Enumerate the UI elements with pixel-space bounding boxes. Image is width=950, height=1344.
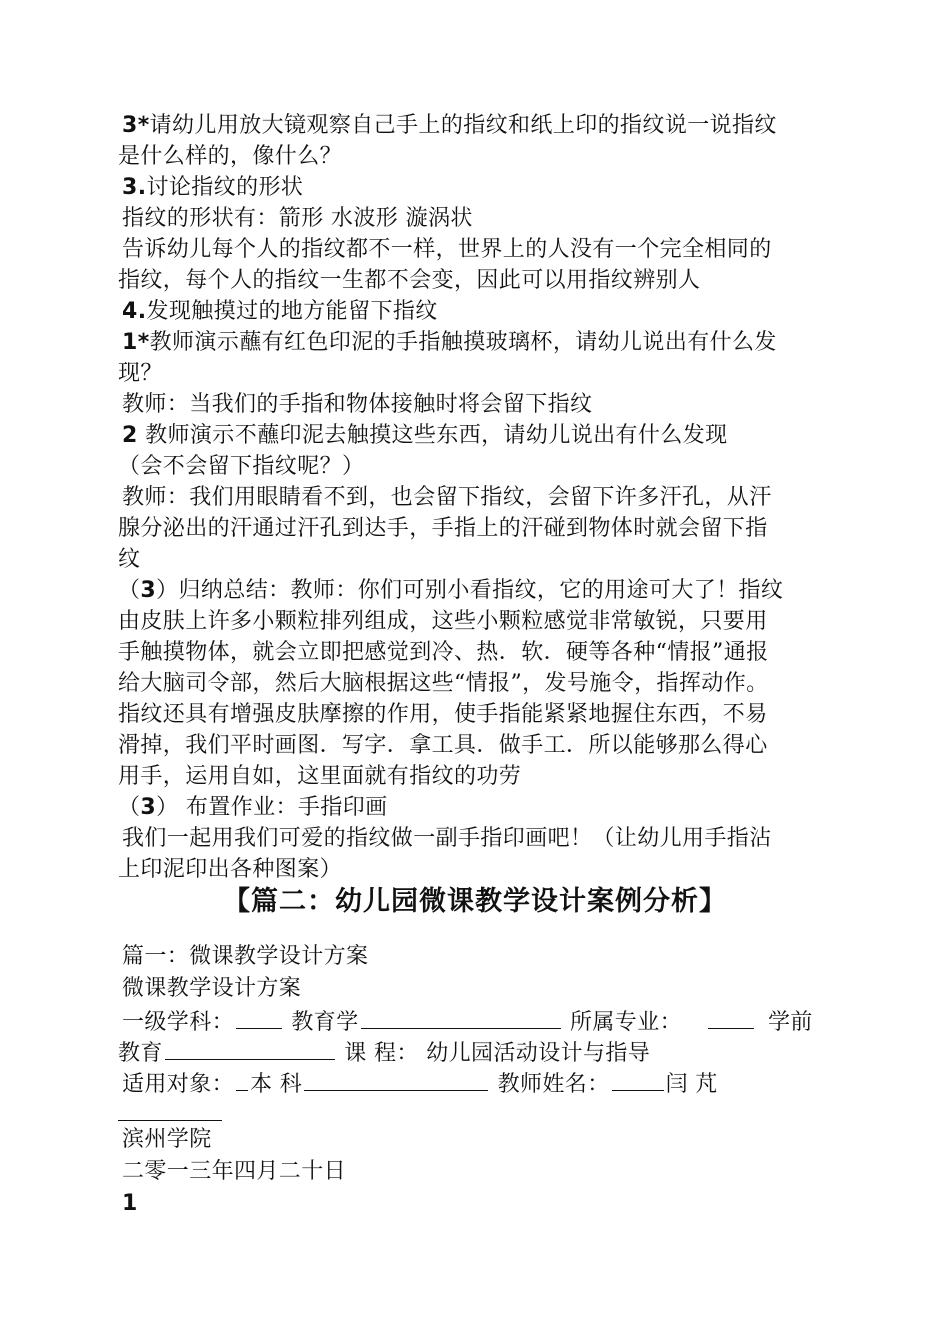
text-line: 是什么样的，像什么？ [118, 144, 343, 169]
text-line: 手触摸物体，就会立即把感觉到冷、热．软．硬等各种“情报”通报 [118, 640, 769, 665]
text-line: 滨州学院 [122, 1127, 212, 1152]
text-line: 现？ [118, 361, 163, 386]
text-line: 1*教师演示蘸有红色印泥的手指触摸玻璃杯，请幼儿说出有什么发 [122, 330, 777, 355]
blank-underline [165, 1037, 335, 1060]
item-number: 3 [140, 795, 157, 820]
text-line: 我们一起用我们可爱的指纹做一副手指印画吧！（让幼儿用手指沾 [122, 826, 772, 851]
text-line: 4.发现触摸过的地方能留下指纹 [122, 299, 438, 324]
form-line-course: 教育 课 程： 幼儿园活动设计与指导 [118, 1037, 650, 1069]
text-line: 教师：当我们的手指和物体接触时将会留下指纹 [122, 392, 593, 417]
text-line: 篇一：微课教学设计方案 [122, 944, 369, 969]
text-line: 指纹的形状有：箭形 水波形 漩涡状 [122, 206, 473, 231]
text-line: 3*请幼儿用放大镜观察自己手上的指纹和纸上印的指纹说一说指纹 [122, 113, 777, 138]
text-line: 二零一三年四月二十日 [122, 1159, 347, 1184]
text-line: 纹 [118, 547, 141, 572]
item-number: 2 [122, 423, 138, 448]
text-line: 给大脑司令部，然后大脑根据这些“情报”，发号施令，指挥动作。 [118, 671, 769, 696]
text-line: 上印泥印出各种图案） [118, 857, 343, 882]
text-line: 指纹还具有增强皮肤摩擦的作用，使手指能紧紧地握住东西，不易 [118, 702, 768, 727]
text-line: 指纹，每个人的指纹一生都不会变，因此可以用指纹辨别人 [118, 268, 701, 293]
text-line: （会不会留下指纹呢？） [118, 454, 365, 479]
text-line: 滑掉，我们平时画图．写字．拿工具．做手工．所以能够那么得心 [118, 733, 768, 758]
blank-underline [236, 1068, 248, 1091]
item-number: 3. [122, 175, 147, 200]
text-line: （3）归纳总结：教师：你们可别小看指纹，它的用途可大了！指纹 [118, 578, 784, 603]
blank-underline [612, 1068, 664, 1091]
text-line: 告诉幼儿每个人的指纹都不一样，世界上的人没有一个完全相同的 [122, 237, 772, 262]
text-line: 腺分泌出的汗通过汗孔到达手，手指上的汗碰到物体时就会留下指 [118, 516, 768, 541]
blank-underline [236, 1006, 282, 1029]
form-line-discipline: 一级学科： 教育学 所属专业： 学前 [122, 1006, 813, 1038]
section-heading: 【篇二：幼儿园微课教学设计案例分析】 [223, 886, 727, 917]
form-line-audience: 适用对象： 本 科 教师姓名： 闫 芃 [122, 1068, 718, 1100]
text-line: 教师：我们用眼睛看不到，也会留下指纹，会留下许多汗孔，从汗 [122, 485, 772, 510]
item-number: 3 [140, 578, 157, 603]
text-line: 微课教学设计方案 [122, 976, 302, 1001]
blank-underline [118, 1120, 222, 1121]
item-number: 1* [122, 330, 150, 355]
page-number: 1 [122, 1191, 138, 1216]
blank-underline [361, 1006, 561, 1029]
text-line: 3.讨论指纹的形状 [122, 175, 304, 200]
text-line: 由皮肤上许多小颗粒排列组成，这些小颗粒感觉非常敏锐，只要用 [118, 609, 768, 634]
text-line: （3） 布置作业：手指印画 [118, 795, 388, 820]
blank-underline [708, 1006, 754, 1029]
text-line: 2 教师演示不蘸印泥去触摸这些东西，请幼儿说出有什么发现 [122, 423, 728, 448]
blank-underline [304, 1068, 488, 1091]
text-line: 用手，运用自如，这里面就有指纹的功劳 [118, 764, 522, 789]
item-number: 3* [122, 113, 150, 138]
item-number: 4. [122, 299, 147, 324]
